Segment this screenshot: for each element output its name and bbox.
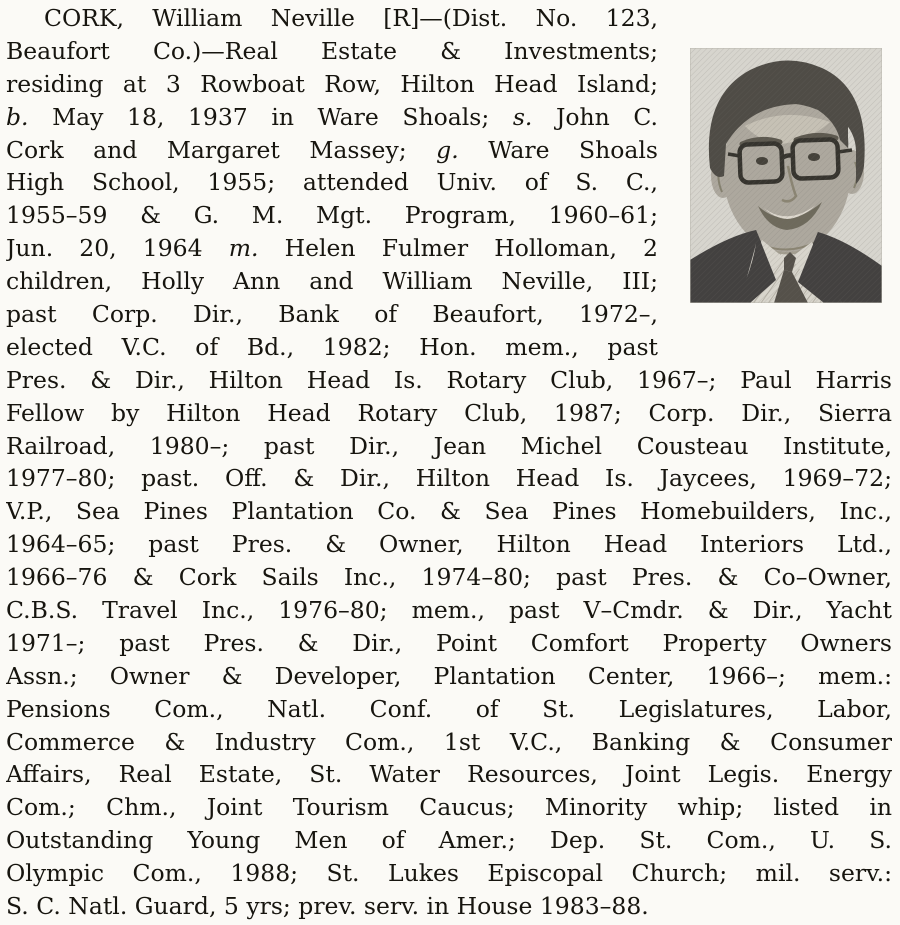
bio-line (6, 693, 892, 726)
bio-line (6, 528, 892, 561)
bio-line (6, 824, 892, 857)
bio-line (6, 134, 658, 167)
bio-line (6, 101, 658, 134)
bio-line (6, 68, 658, 101)
bio-line (6, 430, 892, 463)
bio-abbrev-italic: g. (436, 135, 459, 164)
bio-line (6, 331, 658, 364)
bio-line (6, 166, 658, 199)
bio-line (6, 890, 892, 923)
bio-line (6, 495, 892, 528)
bio-column-full-width (6, 364, 892, 923)
bio-text-segment: Pres. & Dir., Hilton Head Is. Rotary Club, 1967–; Paul Harris (6, 365, 892, 394)
bio-text-segment: Assn.; Owner & Developer, Plantation Center, 1966–; mem.: (6, 661, 892, 690)
bio-text-segment: Beaufort Co.)—Real Estate & Investments; (6, 36, 658, 65)
bio-line (6, 594, 892, 627)
bio-text-segment: Commerce & Industry Com., 1st V.C., Banking & Consumer (6, 727, 892, 756)
bio-text-segment: Outstanding Young Men of Amer.; Dep. St. Com., U. S. (6, 826, 892, 855)
bio-text-segment: Olympic Com., 1988; St. Lukes Episcopal Church; mil. serv.: (6, 859, 892, 888)
bio-text-segment: Helen Fulmer Holloman, 2 (258, 234, 658, 263)
bio-line (6, 35, 658, 68)
bio-text-segment: residing at 3 Rowboat Row, Hilton Head Island; (6, 69, 658, 98)
bio-text-segment: John C. (532, 102, 658, 131)
bio-text-segment: C.B.S. Travel Inc., 1976–80; mem., past V–Cmdr. & Dir., Yacht (6, 596, 892, 625)
bio-line (6, 232, 658, 265)
portrait-photo (690, 48, 882, 303)
bio-line (6, 791, 892, 824)
bio-abbrev-italic: b. (6, 102, 29, 131)
bio-line (6, 758, 892, 791)
bio-text-segment: elected V.C. of Bd., 1982; Hon. mem., past (6, 332, 658, 361)
bio-line (6, 298, 658, 331)
bio-text-segment: Fellow by Hilton Head Rotary Club, 1987; Corp. Dir., Sierra (6, 398, 892, 427)
bio-line (6, 660, 892, 693)
bio-line (6, 726, 892, 759)
bio-text-segment: 1955–59 & G. M. Mgt. Program, 1960–61; (6, 201, 658, 230)
bio-line (6, 199, 658, 232)
bio-text-segment: 1964–65; past Pres. & Owner, Hilton Head Interiors Ltd., (6, 530, 892, 559)
bio-text-segment: children, Holly Ann and William Neville, III; (6, 267, 658, 296)
bio-text-segment: 1977–80; past. Off. & Dir., Hilton Head Is. Jaycees, 1969–72; (6, 464, 892, 493)
bio-text-segment: Com.; Chm., Joint Tourism Caucus; Minority whip; listed in (6, 793, 892, 822)
bio-line (6, 265, 658, 298)
bio-line (6, 397, 892, 430)
bio-text-segment: Jun. 20, 1964 (6, 234, 229, 263)
bio-text-segment: Pensions Com., Natl. Conf. of St. Legislatures, Labor, (6, 694, 892, 723)
bio-abbrev-italic: s. (512, 102, 533, 131)
bio-line (6, 627, 892, 660)
bio-text-segment: Railroad, 1980–; past Dir., Jean Michel Cousteau Institute, (6, 431, 892, 460)
bio-text-segment: May 18, 1937 in Ware Shoals; (28, 102, 513, 131)
bio-text-segment: Ware Shoals (458, 135, 658, 164)
bio-abbrev-italic: m. (228, 234, 259, 263)
portrait-photo-illustration (690, 48, 882, 303)
bio-text-segment: V.P., Sea Pines Plantation Co. & Sea Pines Homebuilders, Inc., (6, 497, 892, 526)
bio-line (6, 462, 892, 495)
bio-text-segment: CORK, William Neville [R]—(Dist. No. 123, (44, 4, 658, 32)
bio-line (6, 364, 892, 397)
bio-line (6, 561, 892, 594)
bio-text-segment: 1966–76 & Cork Sails Inc., 1974–80; past Pres. & Co–Owner, (6, 563, 892, 592)
bio-text-segment: 1971–; past Pres. & Dir., Point Comfort Property Owners (6, 628, 892, 657)
bio-line (6, 2, 658, 35)
bio-line (6, 857, 892, 890)
bio-text-segment: past Corp. Dir., Bank of Beaufort, 1972–, (6, 300, 658, 329)
bio-text-segment: High School, 1955; attended Univ. of S. C., (6, 168, 658, 197)
bio-text-segment: Affairs, Real Estate, St. Water Resources, Joint Legis. Energy (6, 760, 892, 789)
bio-column-beside-photo (6, 2, 658, 364)
bio-text-segment: Cork and Margaret Massey; (6, 135, 437, 164)
bio-text-segment: S. C. Natl. Guard, 5 yrs; prev. serv. in House 1983–88. (6, 892, 649, 921)
